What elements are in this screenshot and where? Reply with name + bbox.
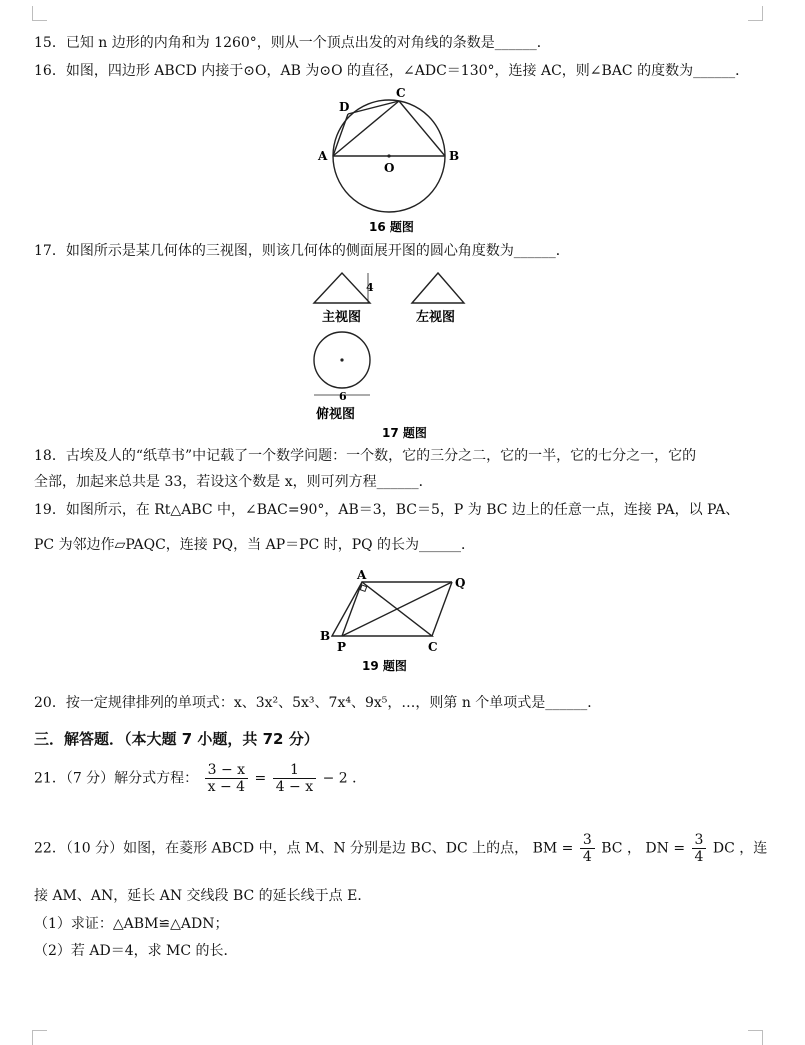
figure-16 [312, 86, 472, 236]
question-20: 20．按一定规律排列的单项式：x、3x²、5x³、7x⁴、9x⁵，…，则第 n 个单项式是______． [34, 695, 602, 711]
question-22-prefix: 22．（10 分）如图，在菱形 ABCD 中，点 M、N 分别是边 BC、DC 上的点， [34, 840, 529, 857]
bm-fraction [580, 832, 595, 865]
front-view-label: 主视图 [322, 310, 362, 325]
figure-17-diagram [300, 265, 490, 445]
figure-19-diagram [308, 568, 478, 678]
label-b: B [320, 629, 331, 643]
corner-mark-top-left [32, 6, 47, 21]
figure-19 [308, 568, 478, 678]
bm-expression: BM = [532, 840, 574, 857]
bc-term: BC ， [601, 840, 641, 857]
label-d: D [339, 100, 350, 114]
right-angle-mark [360, 585, 366, 591]
caption-17: 17 题图 [382, 426, 427, 440]
question-17: 17．如图所示是某几何体的三视图，则该几何体的侧面展开图的圆心角度数为______． [34, 243, 570, 259]
question-19-line-1: 19．如图所示，在 Rt△ABC 中，∠BAC=90°，AB＝3，BC＝5，P 为 BC 边上的任意一点，连接 PA，以 PA、 [34, 502, 740, 518]
dn-numerator: 3 [692, 832, 707, 849]
top-view-center [340, 358, 343, 361]
question-18-line-2: 全部，加起来总共是 33，若设这个数是 x，则可列方程______． [34, 474, 433, 490]
caption-19: 19 题图 [362, 659, 407, 673]
top-view-label: 俯视图 [316, 407, 356, 422]
dn-fraction [692, 832, 707, 865]
label-c: C [428, 640, 438, 654]
caption-16: 16 题图 [369, 220, 414, 234]
section-3-title: 三．解答题．（本大题 7 小题，共 72 分） [34, 730, 319, 748]
question-22-part-2: （2）若 AD＝4，求 MC 的长． [34, 943, 238, 959]
left-denominator: x − 4 [207, 779, 246, 795]
label-c: C [396, 86, 406, 100]
question-21-prefix: 21．（7 分）解分式方程： [34, 770, 199, 787]
left-numerator: 3 − x [205, 762, 248, 779]
equals-sign: = [254, 770, 267, 787]
corner-mark-top-right [748, 6, 763, 21]
label-p: P [337, 640, 347, 654]
right-denominator: 4 − x [275, 779, 314, 795]
question-22-part-1: （1）求证：△ABM≌△ADN； [34, 916, 229, 932]
bm-denominator: 4 [582, 849, 592, 865]
corner-mark-bottom-right [748, 1030, 763, 1045]
bm-numerator: 3 [580, 832, 595, 849]
dc-term: DC ，连 [712, 840, 768, 857]
width-label: 6 [339, 390, 347, 403]
triangle-abc [332, 582, 432, 636]
question-22-line-2: 接 AM、AN，延长 AN 交线段 BC 的延长线于点 E． [34, 888, 372, 904]
question-18-line-1: 18．古埃及人的“纸草书”中记载了一个数学问题：一个数，它的三分之二，它的一半，它的七分之一，它的 [34, 448, 697, 464]
left-view-triangle [412, 273, 464, 303]
figure-17 [300, 265, 490, 445]
figure-16-diagram [312, 86, 472, 236]
equation-tail: − 2 ． [322, 770, 367, 787]
dn-expression: DN = [645, 840, 686, 857]
question-19-line-2: PC 为邻边作▱PAQC，连接 PQ，当 AP＝PC 时，PQ 的长为______． [34, 537, 476, 553]
label-b: B [449, 149, 460, 163]
question-15: 15．已知 n 边形的内角和为 1260°，则从一个顶点出发的对角线的条数是______． [34, 35, 551, 51]
right-fraction [273, 762, 316, 795]
front-view-triangle [314, 273, 370, 303]
label-a: A [318, 149, 328, 163]
label-o: O [384, 161, 395, 175]
corner-mark-bottom-left [32, 1030, 47, 1045]
left-fraction [205, 762, 248, 795]
label-q: Q [455, 576, 466, 590]
right-numerator: 1 [273, 762, 316, 779]
center-point [387, 154, 390, 157]
question-21 [34, 762, 366, 795]
question-22-line-1 [34, 832, 767, 865]
dn-denominator: 4 [694, 849, 704, 865]
height-label: 4 [366, 281, 374, 294]
question-16: 16．如图，四边形 ABCD 内接于⊙O，AB 为⊙O 的直径，∠ADC＝130°，连接 AC，则∠BAC 的度数为______． [34, 63, 750, 79]
left-view-label: 左视图 [416, 310, 456, 325]
label-a: A [357, 568, 367, 582]
